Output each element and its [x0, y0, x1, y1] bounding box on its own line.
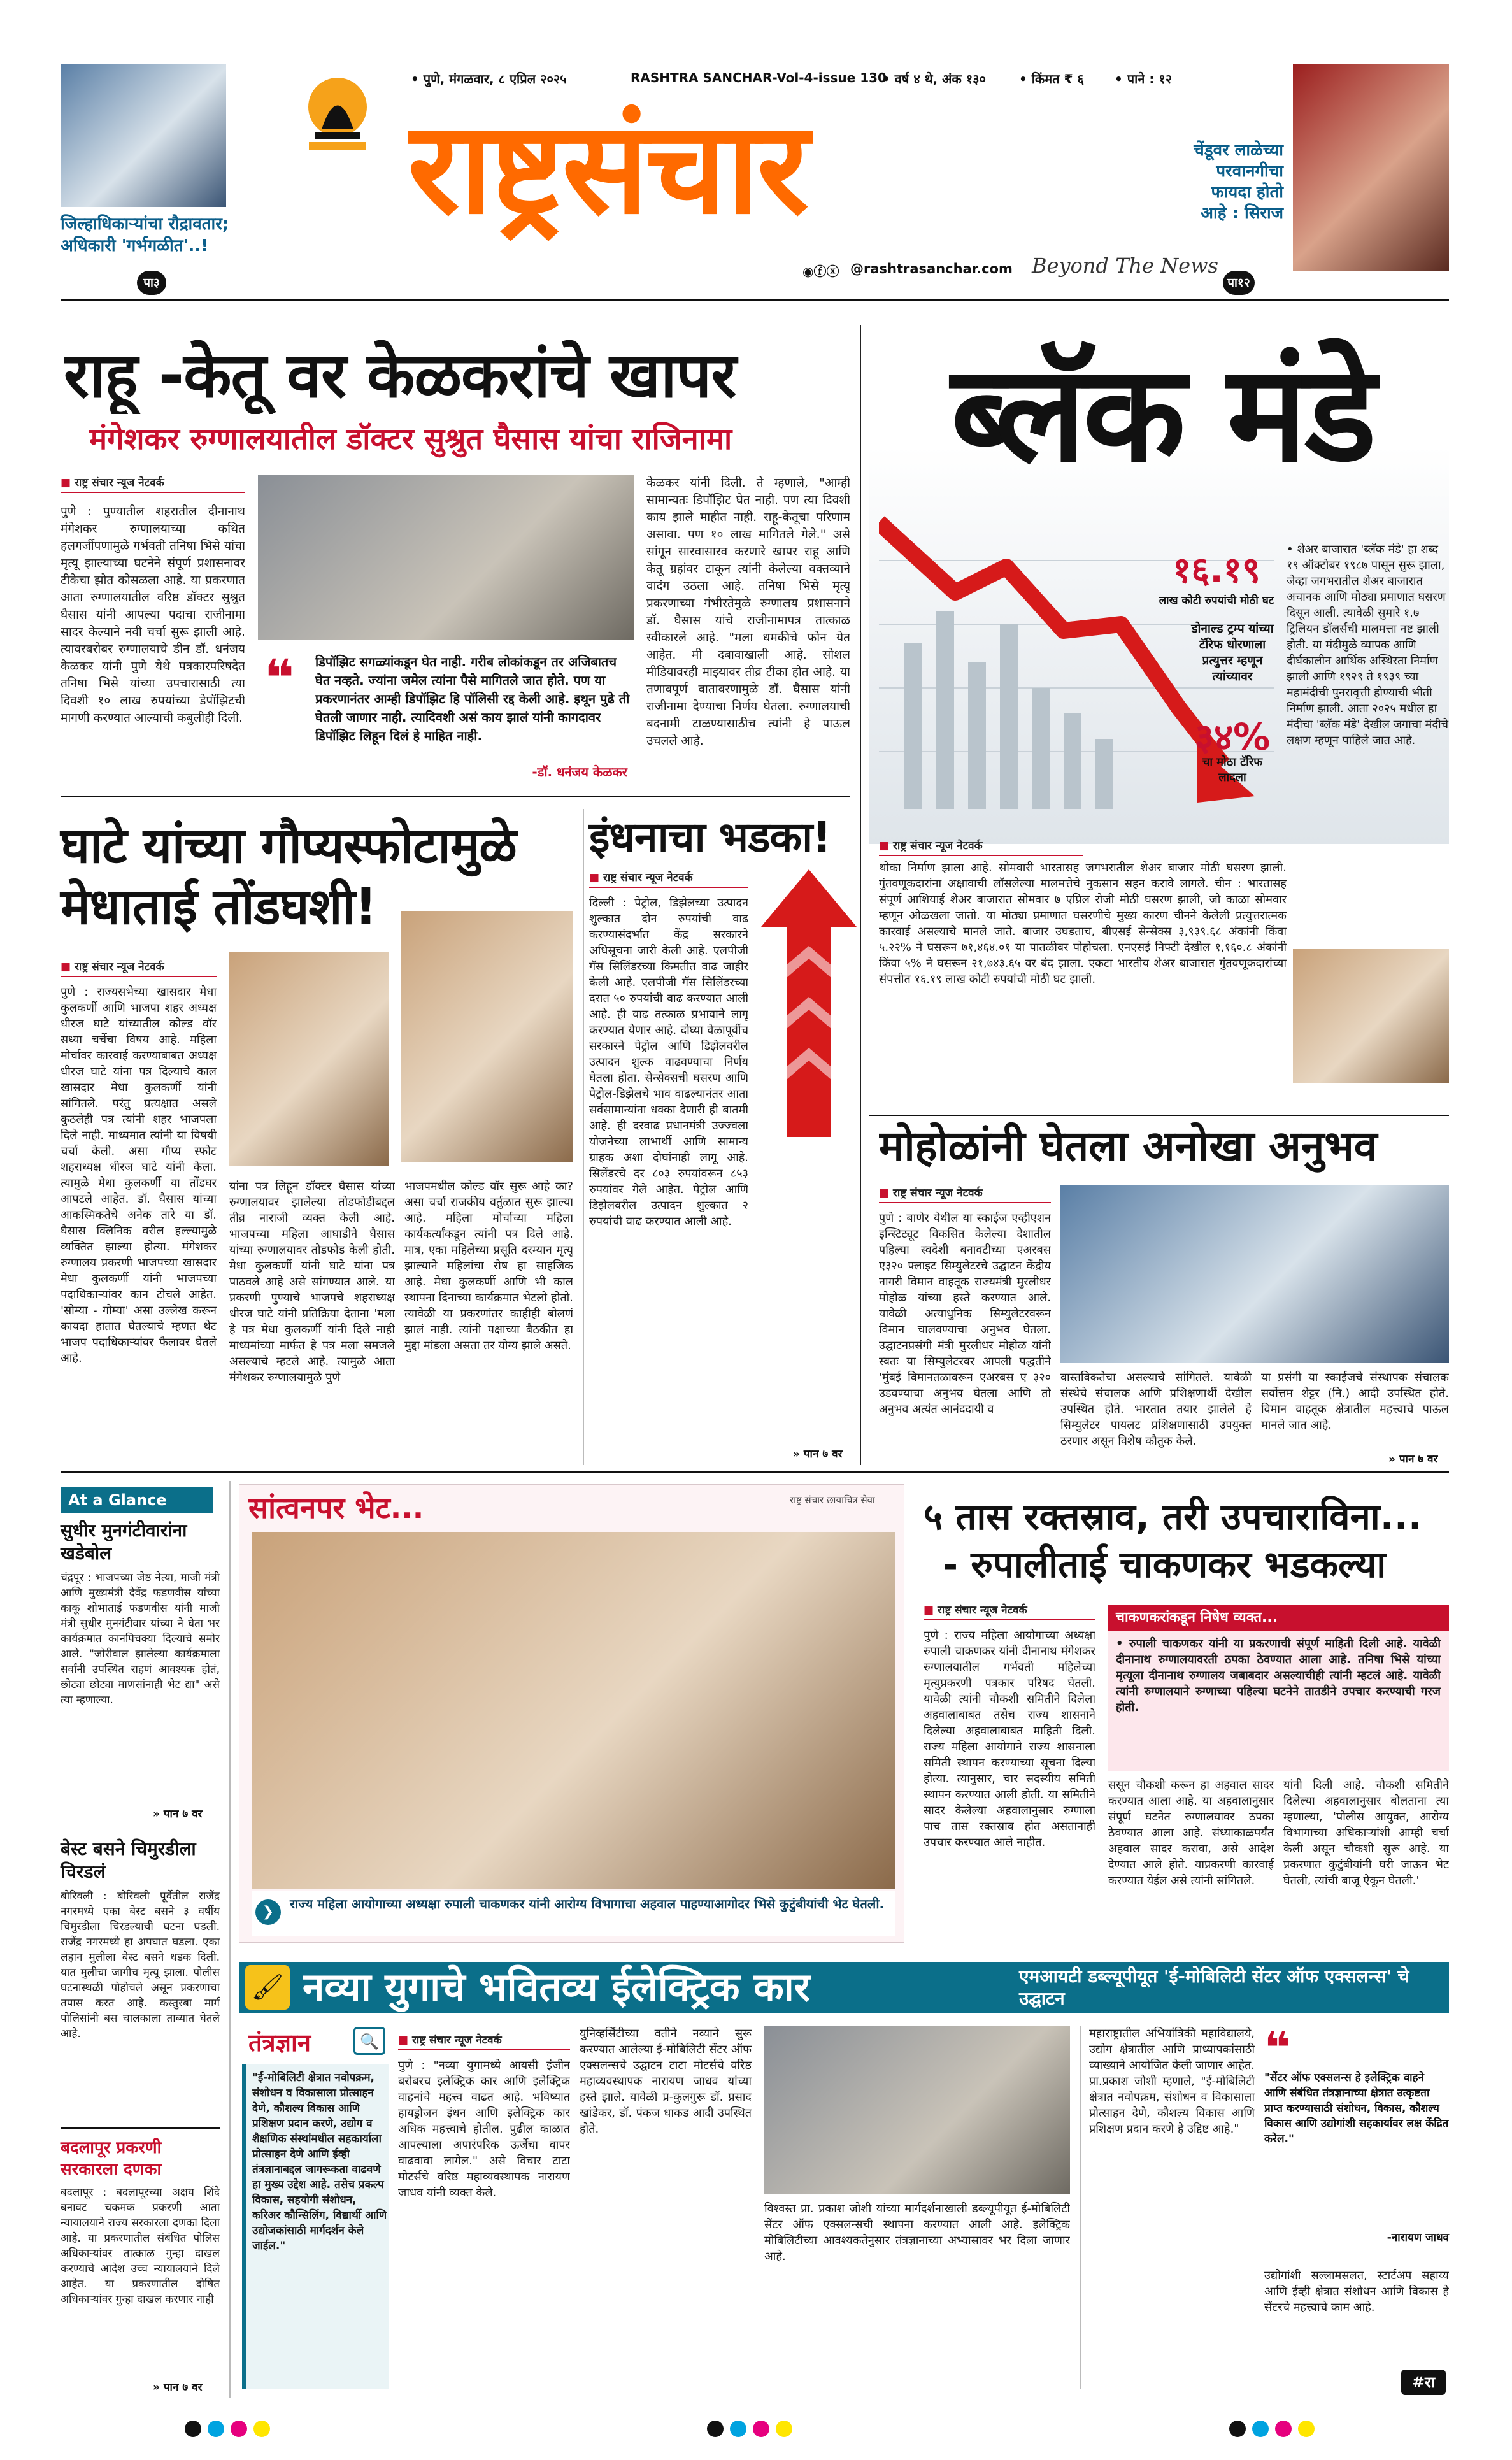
- ghate-photo-1[interactable]: [229, 952, 389, 1166]
- ev-left-box: [242, 2064, 389, 2389]
- date-line: • पुणे, मंगळवार, ८ एप्रिल २०२५: [411, 71, 567, 87]
- right-teaser-text[interactable]: चेंडूवर लाळेच्या परवानगीचा फायदा होतो आहे : सिराज: [1194, 141, 1283, 223]
- story1-headline[interactable]: राहू -केतू वर केळकरांचे खापर: [64, 340, 736, 412]
- ev-quote-attr: -नारायण जाधव: [1387, 2231, 1449, 2244]
- fuel-byline: ■ राष्ट्र संचार न्यूज नेटवर्क: [589, 869, 748, 888]
- pages-line: • पाने : १२: [1115, 71, 1173, 87]
- fuel-more[interactable]: » पान ७ वर: [793, 1448, 843, 1461]
- bm-photo[interactable]: [1293, 949, 1449, 1083]
- story1-col3: केळकर यांनी दिली. ते म्हणाले, "आम्ही सामान्यतः डिपॉझिट घेत नाही. पण त्या दिवशी काय झाले माहीत नाही. राहू-केतूचा परिणाम असावा. पण १० लाख मागितले गेले." असे सांगून सारवासारव करणारे खापर राहू आणि केतू ग्रहांवर टाकून त्यांनी केलेल्या वक्तव्याने वादंग उठला आहे. तनिषा भिसे मृत्यू प्रकरणाच्या गंभीरतेमुळे रुग्णालय प्रशासनाने डॉ. घैसास यांचे राजीनामापत्र तात्काळ स्वीकारले आहे. "मला धमकीचे फोन येत आहेत. मी दबावाखाली आहे. सोशल मीडियावरही माझ्यावर तीव्र टीका होत आहे. या तणावपूर्ण वातावरणामुळे डॉ. घैसास यांनी राजीनामा देण्याचा निर्णय घेतला. रुग्णालयाची बदनामी टाळण्यासाठीच त्यांनी हे पाऊल उचलले आहे.: [646, 476, 850, 748]
- bm-sidebar: • शेअर बाजारात 'ब्लॅक मंडे' हा शब्द १९ ऑक्टोबर १९८७ पासून सुरू झाला, जेव्हा जगभरातील शेअर बाजारात अचानक आणि मोठ्या प्रमाणात घसरण दिसून आली. त्यावेळी सुमारे १.७ ट्रिलियन डॉलर्सची मालमत्ता नष्ट झाली होती. या मंदीमुळे व्यापक आणि दीर्घकालीन आर्थिक अस्थिरता निर्माण झाली आणि १९२९ ते १९३९ च्या महामंदीची पुनरावृत्ती होण्याची भीती निर्माण झाली. आता २०२५ मधील हा मंदीचा 'ब्लॅक मंडे' देखील जगाचा मंदीचे लक्षण म्हणून पाहिले जात आहे.: [1287, 543, 1449, 747]
- masthead: [0, 0, 1512, 299]
- visit-caption: राज्य महिला आयोगाच्या अध्यक्षा रुपाली चाकणकर यांनी आरोग्य विभागाचा अहवाल पाहण्याआगोदर भिसे कुटुंबीयांची भेट घेतली.: [290, 1896, 885, 1912]
- logo-emblem: [299, 69, 376, 164]
- left-page-ref[interactable]: पा३: [137, 271, 166, 295]
- ev-col4: महाराष्ट्रातील अभियांत्रिकी महाविद्यालये, उद्योग क्षेत्रातील आणि प्राध्यापकांसाठी व्याख्याने आयोजित केली जाणार आहेत. प्रा.प्रकाश जोशी म्हणाले, "ई-मोबिलिटी क्षेत्रात नवोपक्रम, संशोधन व विकासाला प्रोत्साहन देणे, कौशल्य विकास आणि प्रशिक्षण प्रदान करणे हे उद्दिष्ट आहे.": [1089, 2027, 1255, 2136]
- glance-label: At a Glance: [61, 1487, 213, 1513]
- price-line: • किंमत ₹ ६: [1019, 71, 1084, 87]
- moholol-col3: या प्रसंगी या स्काईजचे संस्थापक संचालक सर्वोत्तम शेट्टर (नि.) आदी उपस्थित होते. विमान वाहतूक क्षेत्रातील महत्त्वाचे पाऊल मानले जात आहे.: [1261, 1371, 1449, 1432]
- masthead-title: राष्ट्रसंचार: [408, 94, 807, 243]
- registration-marks-right: [1229, 2421, 1315, 2437]
- story1-quote: डिपॉझिट सगळ्यांकडून घेत नाही. गरीब लोकांकडून तर अजिबातच घेत नव्हते. ज्यांना जमेल त्यांना पैसे मागितले जात होते. पण या प्रकरणानंतर आम्ही डिपॉझिट हि पॉलिसी रद्द केली आहे. इथून पुढे ती घेतली जाणार नाही. त्यादिवशी असं काय झालं यांनी कागदावर डिपॉझिट लिहून दिलं हे माहित नाही.: [315, 654, 630, 743]
- left-teaser-text[interactable]: जिल्हाधिकाऱ्यांचा रौद्रावतार; अधिकारी 'गर्भगळीत'..!: [61, 215, 229, 255]
- glance-h2[interactable]: बेस्ट बसने चिमुरडीला चिरडलं: [61, 1838, 196, 1882]
- visit-photo[interactable]: [252, 1532, 895, 1889]
- ev-col3: विश्वस्त प्रा. प्रकाश जोशी यांच्या मार्गदर्शनाखाली डब्ल्यूपीयूत ई-मोबिलिटी सेंटर ऑफ एक्सलन्सची स्थापना करण्यात आली आहे. इलेक्ट्रिक मोबिलिटीच्या आवश्यकतेनुसार तंत्रज्ञानाच्या अभ्यासावर भर दिला जाणार आहे.: [764, 2202, 1070, 2263]
- chakankar-box-body: • रुपाली चाकणकर यांनी या प्रकरणाची संपूर्ण माहिती दिली आहे. यावेळी दीनानाथ रुग्णालयावरती ठपका ठेवण्यात आला आहे. तनिषा भिसे यांच्या मृत्यूला दीनानाथ रुग्णालय जबाबदार असल्याचीही त्यांनी म्हटलं आहे. यावेळी त्यांनी रुग्णालयाने रुग्णाच्या पहिल्या घटनेने तातडीने उपचार करण्याची गरज होती.: [1116, 1637, 1441, 1714]
- rule-mid: [61, 1471, 1449, 1473]
- bm-body: थोका निर्माण झाला आहे. सोमवारी भारतासह जगभरातील शेअर बाजार मोठी घसरण झाली. गुंतवणूकदारांना अक्षावाची लॉसलेल्या मालमत्तेचे नुकसान सहन करावे लागले. चीन : भारतासह संपूर्ण आशियाई शेअर बाजारात सोमवार ७ एप्रिल रोजी मोठी घसरण झाली, जो काळा सोमवार म्हणून ओळखला जातो. या मोठ्या प्रमाणात घसरणीचे मुख्य कारण चीनने केलेली प्रत्युत्तरात्मक कारवाई असल्याचे मानले जाते. बाजार उघडताच, बीएसई सेन्सेक्स ३,९३९.६८ अंकांनी किंवा ५.२२% ने घसरून ७१,४६४.०१ या पातळीवर पोहोचला. एनएसई निफ्टी देखील १,१६०.८ अंकांनी किंवा ५% ने घसरून २१,७४३.६५ वर बंद झाला. एकटा भारतीय शेअर बाजारात गुंतवणूकदारांच्या संपत्तीत १६.१९ लाख कोटी रुपयांची मोठी घट झाली.: [879, 861, 1287, 986]
- left-teaser-photo[interactable]: [61, 64, 226, 207]
- ghate-col3: भाजपमधील कोल्ड वॉर सुरू आहे का? असा चर्चा राजकीय वर्तुळात सुरू झाल्या आहे. महिला मोर्चाच्या महिला कार्यकर्त्यांकडून त्यांनी पत्र दिले आहे. मात्र, एका महिलेच्या प्रसूति दरम्यान मृत्यू झाल्याने महिलांचा रोष हा साहजिक आहे. मेधा कुलकर्णी आणि भी काल स्थापना दिनाच्या कार्यक्रमात भेटलो होतो. त्यावेळी या प्रकरणांतर काहीही बोलणं झालं नाही. त्यांनी पक्षाच्या बैठकीत हा मुद्दा मांडला असता तर योग्य झाले असते.: [404, 1180, 573, 1352]
- ghate-headline[interactable]: घाटे यांच्या गौप्यस्फोटामुळे मेधाताई तोंडघशी!: [61, 817, 517, 936]
- story1-photo[interactable]: [258, 475, 634, 640]
- glance-b2: बोरिवली : बोरिवली पूर्वेतील राजेंद्र नगरमध्ये एका बेस्ट बसने ३ वर्षीय चिमुरडीला चिरडल्याची घटना घडली. राजेंद्र नगरमध्ये हा अपघात घडला. एका लहान मुलीला बेस्ट बसने धडक दिली. यात मुलीचा जागीच मृत्यू झाला. पोलीस घटनास्थळी पोहोचले असून प्रकरणाचा तपास करत आहे. कस्तुरबा मार्ग पोलिसांनी बस चालकाला ताब्यात घेतले आहे.: [61, 1890, 220, 2040]
- chakankar-col3: यांनी दिली आहे. चौकशी समितीने दिलेल्या अहवालानुसार बोलताना त्या म्हणाल्या, 'पोलीस आयुक्त, आरोग्य विभागाच्या अधिकाऱ्यांशी आम्ही चर्चा केली असून चौकशी सुरू आहे. या प्रकरणात कुटुंबीयांनी घरी जाऊन भेट घेतली, त्यांची बाजू ऐकून घेतली.': [1283, 1778, 1449, 1887]
- ghate-photo-2[interactable]: [401, 911, 573, 1162]
- rule-moholol: [869, 1115, 1449, 1116]
- quote-mark-icon: ❝: [264, 648, 294, 708]
- chakankar-col2: ससून चौकशी करून हा अहवाल सादर करण्यात आला आहे. या अहवालानुसार संपूर्ण घटनेत रुग्णालयावर ठपका ठेवण्यात आला आहे. संध्याकाळपर्यंत अहवाल सादर करावा, असे आदेश देण्यात आले होते. याप्रकरणी कारवाई करण्यात येईल असे त्यांनी सांगितले.: [1108, 1778, 1274, 1887]
- ev-col1: पुणे : "नव्या युगामध्ये आयसी इंजीन बरोबरच इलेक्ट्रिक कार आणि इलेक्ट्रिक वाहनांचे महत्त्व वाढत आहे. भविष्यात हायड्रोजन इंधन आणि इलेक्ट्रिक कार अधिक महत्त्वाचे होतील. पुढील काळात आपल्याला अपारंपरिक ऊर्जेचा वापर वाढवावा लागेल." असे विचार टाटा मोटर्सचे वरिष्ठ महाव्यवस्थापक नारायण जाधव यांनी व्यक्त केले.: [398, 2059, 570, 2199]
- glance-b3: बदलापूर : बदलापूरच्या अक्षय शिंदे बनावट चकमक प्रकरणी आता न्यायालयाने राज्य सरकारला दणका दिला आहे. या प्रकरणातील संबंधित पोलिस अधिकाऱ्यांवर तात्काळ गुन्हा दाखल करण्याचे आदेश उच्च न्यायालयाने दिले आहेत. या प्रकरणातील दोषित अधिकाऱ्यांवर गुन्हा दाखल करणार नाही: [61, 2186, 220, 2306]
- visit-caption-bar: [252, 1891, 895, 1936]
- moholol-col1: पुणे : बाणेर येथील या स्काईज एव्हीएशन इन्स्टिट्यूट विकसित केलेल्या देशातील पहिल्या स्वदेशी बनावटीच्या एअरबस ए३२० फ्लाइट सिम्युलेटरचे उद्घाटन केंद्रीय नागरी विमान वाहतूक राज्यमंत्री मुरलीधर मोहोळ यांच्या हस्ते करण्यात आले. यावेळी अत्याधुनिक सिम्युलेटरवरून विमान चालवण्याचा अनुभव घेतला. उद्घाटनप्रसंगी मंत्री मुरलीधर मोहोळ यांनी स्वतः या सिम्युलेटरवर आपली पद्धतीने 'मुंबई विमानतळावरून एअरबस ए ३२० उडवण्याचा अनुभव घेतला आणि तो अनुभव अत्यंत आनंददायी व: [879, 1212, 1051, 1416]
- chakankar-headline-1[interactable]: ५ तास रक्तस्राव, तरी उपचाराविना...: [924, 1495, 1422, 1538]
- ev-badge: #रा: [1401, 2370, 1446, 2395]
- story1-quote-attr: -डॉ. धनंजय केळकर: [532, 764, 627, 780]
- col-divider-2: [583, 809, 584, 1465]
- ev-tech-label: तंत्रज्ञान: [248, 2029, 311, 2057]
- glance-rule: [61, 2127, 220, 2129]
- ev-left-box-text: "ई-मोबिलिटी क्षेत्रात नवोपक्रम, संशोधन व विकासाला प्रोत्साहन देणे, कौशल्य विकास आणि प्रशिक्षण प्रदान करणे, उद्योग व शैक्षणिक संस्थांमधील सहकार्याला प्रोत्साहन देणे आणि ईव्ही तंत्रज्ञानाबद्दल जागरूकता वाढवणे हा मुख्य उद्देश आहे. तसेच प्रकल्प विकास, सहयोगी संशोधन, करिअर कौन्सिलिंग, विद्यार्थी आणि उद्योजकांसाठी मार्गदर्शन केले जाईल.": [252, 2071, 387, 2252]
- story1-col1: पुणे : पुण्यातील शहरातील दीनानाथ मंगेशकर रुग्णालयाच्या कथित हलगर्जीपणामुळे गर्भवती तनिषा भिसे यांचा मृत्यू झाल्याच्या घटनेने संपूर्ण प्रशासनावर टीकेचा झोत कोसळला आहे. या प्रकरणात आता रुग्णालयातील वरिष्ठ डॉक्टर सुश्रुत घैसास यांनी आपल्या पदाचा राजीनामा सादर केल्याने नवी चर्चा सुरू झाली आहे. त्यावरबरोबर रुग्णालयाचे डीन डॉ. धनंजय केळकर यांनी पुणे येथे पत्रकारपरिषदेत तनिषा भिसे यांच्या उपचारासाठी त्या दिवशी १० लाख रुपयांच्या डेपॉझिटची मागणी करण्यात आल्याची कबुलीही दिली.: [61, 504, 245, 725]
- moholol-headline[interactable]: मोहोळांनी घेतला अनोखा अनुभव: [879, 1122, 1378, 1171]
- chakankar-box: [1108, 1605, 1449, 1771]
- moholol-more[interactable]: » पान ७ वर: [1388, 1453, 1438, 1466]
- registration-marks-mid: [707, 2421, 792, 2437]
- bm-percent: ३४%: [1194, 715, 1271, 759]
- year-line: • वर्ष ४ थे, अंक १३०: [882, 71, 986, 87]
- registration-marks-left: [185, 2421, 270, 2437]
- bm-figure: १६.१९: [1173, 550, 1260, 591]
- bm-percent-label: चा मोठा टॅरिफ लादला: [1202, 755, 1263, 784]
- visit-label: सांत्वनपर भेट...: [248, 1491, 424, 1525]
- col-divider-3: [229, 1481, 231, 2398]
- ghate-col2: यांना पत्र लिहून डॉक्टर घैसास यांच्या रुग्णालयावर झालेल्या तोडफोडीबद्दल तीव्र नाराजी व्यक्त केली आहे. भाजपच्या महिला आघाडीने घैसास यांच्या रुग्णालयावर तोडफोड केली होती. मेधा कुलकर्णी यांनी घाटे यांना पत्र पाठवले आहे असे सांगण्यात आले. या प्रकरणी पुण्याचे भाजपचे शहराध्यक्ष धीरज घाटे यांनी प्रतिक्रिया देताना 'मला हे पत्र मेधा कुलकर्णी यांनी दिले नाही माध्यमांच्या मार्फत हे पत्र मला समजले असल्याचे म्हटले आहे. त्यामुळे आता मंगेशकर रुग्णालयामुळे पुणे: [229, 1180, 395, 1384]
- chakankar-box-title: चाकणकरांकडून निषेध व्यक्त...: [1108, 1605, 1449, 1631]
- right-page-ref[interactable]: पा१२: [1223, 271, 1255, 295]
- story1-subhead[interactable]: मंगेशकर रुग्णालयातील डॉक्टर सुश्रुत घैसास यांचा राजिनामा: [89, 422, 732, 457]
- ev-headline[interactable]: नव्या युगाचे भवितव्य ईलेक्ट्रिक कार: [303, 1964, 811, 2010]
- bm-figure-label: लाख कोटी रुपयांची मोठी घट: [1159, 594, 1274, 607]
- masthead-rule: [61, 299, 1449, 301]
- ghate-col1: पुणे : राज्यसभेच्या खासदार मेधा कुलकर्णी आणि भाजपा शहर अध्यक्ष धीरज घाटे यांच्यातील कोल्ड वॉर सध्या चर्चेचा विषय आहे. महिला मोर्चावर कारवाई करण्याबाबत अध्यक्ष धीरज घाटे यांना पत्र दिल्याचे काल खासदार मेधा कुलकर्णी यांनी सांगितले. परंतु प्रत्यक्षात असले कुठलेही पत्र त्यांनी शहर भाजपला दिले नाही. माध्यमात त्यांनी या विषयी चर्चा केली. असा गौप्य स्फोट शहराध्यक्ष धीरज घाटे यांनी केला. त्यामुळे मेधा कुलकर्णी या तोंडघर आपटले आहेत. डॉ. घैसास यांच्या आकस्मिकतेचे अनेक तारे या डॉ. घैसास क्लिनिक वरील हल्ल्यामुळे व्यक्तित झाल्या होत्या. मंगेशकर रुग्णालय प्रकरणी भाजपच्या खासदार मेधा कुलकर्णी यांनी भाजपच्या पदाधिकाऱ्यांवर कान टोचले आहेत. 'सोम्या - गोम्या' असा उल्लेख करून कायदा हातात घेतल्याचे म्हणत थेट भाजप पदाधिकाऱ्यांवर फैलावर घेतले आहे.: [61, 985, 217, 1365]
- moholol-col2: वास्तविकतेचा असल्याचे सांगितले. यावेळी संस्थेचे संचालक आणि प्रशिक्षणार्थी देखील उपस्थित होते. भारतात तयार झालेले हे सिम्युलेटर पायलट प्रशिक्षणासाठी उपयुक्त ठरणार असून विशेष कौतुक केले.: [1060, 1371, 1252, 1448]
- ev-col5: उद्योगांशी सल्लामसलत, स्टार्टअप सहाय्य आणि ईव्ही क्षेत्रात संशोधन आणि विकास हे सेंटरचे महत्त्वाचे काम आहे.: [1264, 2269, 1449, 2314]
- ev-banner-icon: 🖌: [245, 1965, 290, 2010]
- ev-photo[interactable]: [764, 2026, 1070, 2194]
- website[interactable]: @rashtrasanchar.com: [850, 261, 1013, 276]
- rule-ghate: [61, 796, 850, 797]
- social-icons[interactable]: ◉ⓕⓧ: [802, 264, 839, 279]
- fuel-body: दिल्ली : पेट्रोल, डिझेलच्या उत्पादन शुल्कात दोन रुपयांची वाढ करण्यासंदर्भात केंद्र सरकारने अधिसूचना जारी केली आहे. एलपीजी गॅस सिलिंडरच्या किमतीत वाढ जाहीर केली आहे. एलपीजी गॅस सिलिंडरच्या दरात ५० रुपयांची वाढ करण्यात आली आहे. ही वाढ तत्काळ प्रभावाने लागू करण्यात येणार आहे. दोघ्या वेळापूर्वीच सरकारने पेट्रोल आणि डिझेलवरील उत्पादन शुल्क वाढवण्याचा निर्णय घेतला होता. सेन्सेक्सची घसरण आणि पेट्रोल-डिझेलचे भाव वाढल्यानंतर आता सर्वसामान्यांना धक्का देणारी ही बातमी आहे. ही दरवाढ प्रधानमंत्री उज्ज्वला योजनेच्या लाभार्थी आणि सामान्य ग्राहक अशा दोघांनाही लागू आहे. सिलेंडरचे दर ८०३ रुपयांवरून ८५३ रुपयांवर गेले आहेत. पेट्रोल आणि डिझेलवरील उत्पादन शुल्कात २ रुपयांची वाढ करण्यात आली आहे.: [589, 896, 748, 1228]
- col-divider-4: [1080, 2026, 1081, 2389]
- glance-b1: चंद्रपूर : भाजपच्या जेष्ठ नेत्या, माजी मंत्री आणि मुख्यमंत्री देवेंद्र फडणवीस यांच्या काकू शोभाताई फडणवीस यांनी माजी मंत्री सुधीर मुनगंटीवार यांच्या ने घेता भर कार्यक्रमात कानपिचक्या दिल्याचे समोर आले. "जोरीवाल झालेल्या कार्यक्रमाला सर्वांनी उपस्थित राहणं आवश्यक होतं, छोट्या छोट्या माणसांनाही भेट द्या" असे त्या म्हणाल्या.: [61, 1571, 220, 1706]
- story1-byline: ■ राष्ट्र संचार न्यूज नेटवर्क: [61, 475, 245, 493]
- ev-byline: ■ राष्ट्र संचार न्यूज नेटवर्क: [398, 2032, 570, 2050]
- black-monday-headline[interactable]: ब्लॅक मंडे: [951, 336, 1374, 492]
- tagline: Beyond The News: [1032, 254, 1218, 278]
- moholol-byline: ■ राष्ट्र संचार न्यूज नेटवर्क: [879, 1185, 1051, 1203]
- glance-more-1[interactable]: » पान ७ वर: [153, 1808, 203, 1820]
- bm-byline: ■ राष्ट्र संचार न्यूज नेटवर्क: [879, 838, 1083, 856]
- chakankar-byline: ■ राष्ट्र संचार न्यूज नेटवर्क: [924, 1602, 1095, 1620]
- story1-quote-box: [258, 650, 634, 783]
- visit-credit: राष्ट्र संचार छायाचित्र सेवा: [790, 1494, 875, 1506]
- right-teaser-photo[interactable]: [1293, 64, 1449, 271]
- fuel-headline[interactable]: इंधनाचा भडका!: [589, 813, 831, 862]
- caption-pointer-icon: ❯: [255, 1899, 281, 1925]
- fuel-arrow-graphic: [761, 869, 857, 1137]
- issue-line: RASHTRA SANCHAR-Vol-4-issue 130: [631, 70, 887, 85]
- moholol-photo[interactable]: [1060, 1185, 1449, 1363]
- col-divider: [860, 325, 861, 1465]
- ev-quote: "सेंटर ऑफ एक्सलन्स हे इलेक्ट्रिक वाहने आणि संबंधित तंत्रज्ञानाच्या क्षेत्रात उत्कृष्टता प्राप्त करण्यासाठी संशोधन, विकास, कौशल्य विकास आणि उद्योगांशी सहकार्यावर लक्ष केंद्रित करेल.": [1264, 2071, 1449, 2145]
- ev-col2: युनिव्हर्सिटीच्या वतीने नव्याने सुरू करण्यात आलेल्या ई-मोबिलिटी सेंटर ऑफ एक्सलन्सचे उद्घाटन टाटा मोटर्सचे वरिष्ठ महाव्यवस्थापक नारायण जाधव यांच्या हस्ते झाले. यावेळी प्र-कुलगुरू डॉ. प्रसाद खांडेकर, डॉ. पंकज धाकड आदी उपस्थित होते.: [580, 2027, 752, 2136]
- ev-quote-mark-icon: ❝: [1264, 2022, 1291, 2074]
- bm-trump-text: डोनाल्ड ट्रम्प यांच्या टॅरिफ धोरणाला प्रत्युत्तर म्हणून त्यांच्यावर: [1191, 622, 1274, 683]
- chakankar-headline-2[interactable]: - रुपालीताई चाकणकर भडकल्या: [943, 1543, 1387, 1586]
- glance-more-3[interactable]: » पान ७ वर: [153, 2381, 203, 2394]
- chakankar-col1: पुणे : राज्य महिला आयोगाच्या अध्यक्षा रुपाली चाकणकर यांनी दीनानाथ मंगेशकर रुग्णालयातील गर्भवती महिलेच्या मृत्युप्रकरणी पत्रकार परिषद घेतली. यावेळी त्यांनी चौकशी समितीने दिलेला अहवालाबाबत तसेच राज्य शासनाने दिलेल्या अहवालाबाबत माहिती दिली. राज्य महिला आयोगाने राज्य शासनाला समिती स्थापन करण्याच्या सूचना दिल्या होत्या. त्यानुसार, चार सदस्यीय समिती स्थापन करण्यात आली होती. या समितीने सादर केलेल्या अहवालानुसार रुग्णाला पाच तास रक्तस्राव होत असतानाही उपचार करण्यात आले नाहीत.: [924, 1629, 1095, 1849]
- glance-h3[interactable]: बदलापूर प्रकरणी सरकारला दणका: [61, 2138, 162, 2179]
- ev-subhead[interactable]: एमआयटी डब्ल्यूपीयूत 'ई-मोबिलिटी सेंटर ऑफ एक्सलन्स' चे उद्घाटन: [1019, 1966, 1409, 2009]
- ghate-byline: ■ राष्ट्र संचार न्यूज नेटवर्क: [61, 959, 217, 977]
- ev-tech-icon: 🔍: [353, 2027, 385, 2055]
- glance-h1[interactable]: सुधीर मुनगंटीवारांना खडेबोल: [61, 1520, 187, 1564]
- ev-quote-box: [1264, 2022, 1449, 2249]
